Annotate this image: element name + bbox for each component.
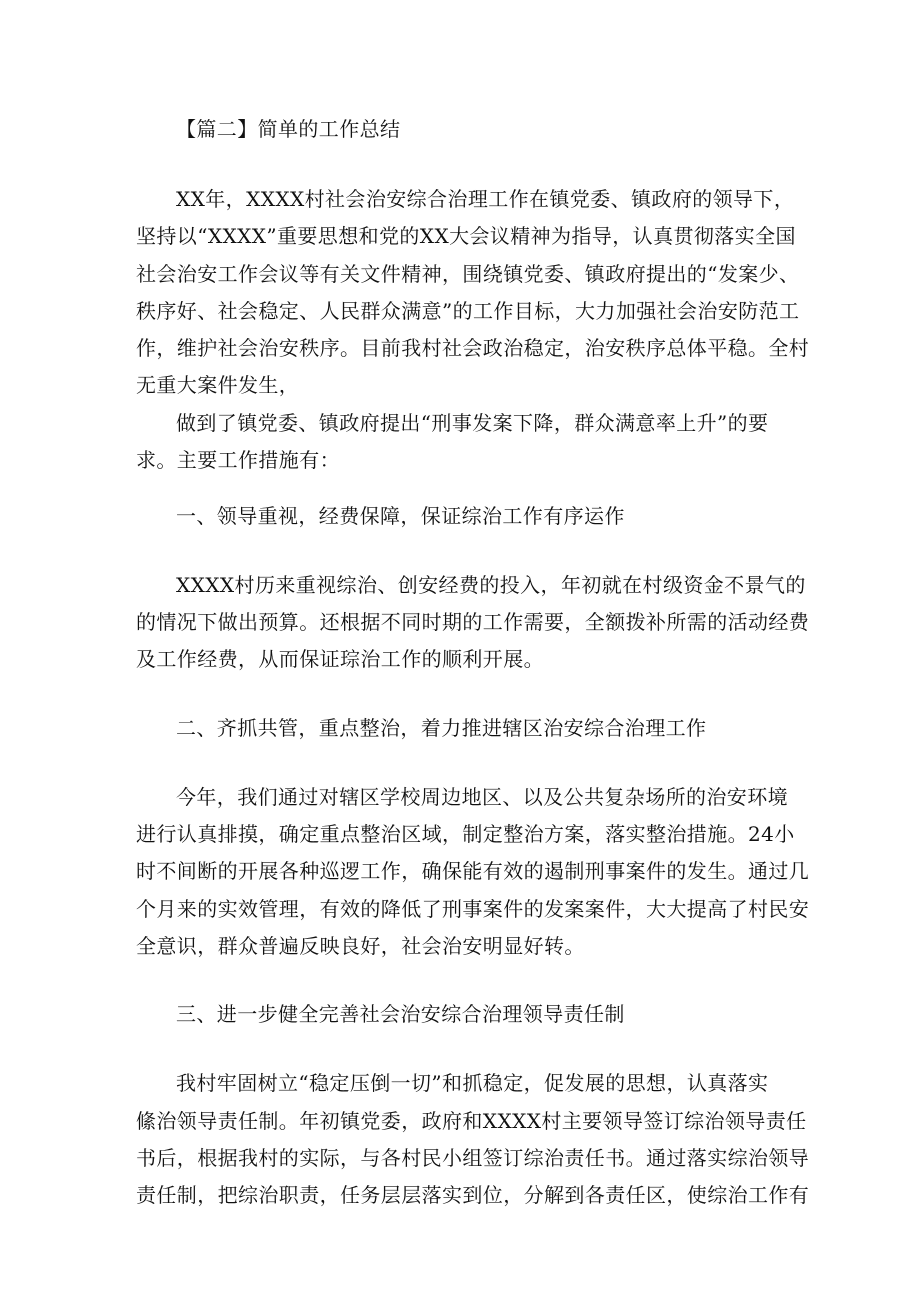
paragraph-line: 求。主要工作措施有： [136, 448, 340, 472]
paragraph-line: XXXX村历来重视综治、创安经费的投入，年初就在村级资金不景气的 [176, 573, 806, 597]
paragraph-line: 的情况下做出预算。还根据不同时期的工作需要，全额拨补所需的活动经费 [136, 610, 810, 634]
paragraph-line: 进行认真排摸，确定重点整治区域，制定整治方案，落实整治措施。24小 [136, 822, 795, 846]
paragraph-line: 书后，根据我村的实际，与各村民小组签订综治责任书。通过落实综治领导 [136, 1146, 810, 1170]
paragraph-line: 我村牢固树立“稳定压倒一切”和抓稳定，促发展的思想，认真落实 [176, 1071, 769, 1095]
document-title: 【篇二】简单的工作总结 [176, 117, 401, 141]
paragraph-line: 责任制，把综治职责，任务层层落实到位，分解到各责任区，使综治工作有 [136, 1183, 810, 1207]
paragraph-line: 社会治安工作会议等有关文件精神，围绕镇党委、镇政府提出的“发案少、 [136, 262, 800, 286]
paragraph-line: 做到了镇党委、镇政府提出“刑事发案下降，群众满意率上升”的要 [176, 411, 769, 435]
paragraph-line: 絛治领导责任制。年初镇党委，政府和XXXX村主要领导签订综治领导责任 [136, 1109, 807, 1133]
paragraph-line: 今年，我们通过对辖区学校周边地区、以及公共复杂场所的治安环境 [176, 785, 788, 809]
paragraph-line: 及工作经费，从而保证琮治工作的顺利开展。 [136, 647, 544, 671]
paragraph-line: 无重大案件发生， [136, 373, 300, 397]
paragraph-line: 个月来的实效管理，有效的降低了刑事案件的发案案件，大大提高了村民安 [136, 897, 810, 921]
section-heading-2: 二、齐抓共管，重点整治，着力推进辖区治安综合治理工作 [176, 716, 707, 740]
paragraph-line: XX年，XXXX村社会治安综合治理工作在镇党委、镇政府的领导下， [176, 187, 795, 211]
paragraph-line: 作，维护社会治安秩序。目前我村社会政治稳定，治安秩序总体平稳。全村 [136, 336, 810, 360]
section-heading-3: 三、进一步健全完善社会治安综合治理领导责任制 [176, 1002, 625, 1026]
paragraph-line: 坚持以“XXXX”重要思想和党的XX大会议精神为指导，认真贯彻落实全国 [136, 224, 796, 248]
section-heading-1: 一、领导重视，经费保障，保证综治工作有序运作 [176, 504, 625, 528]
paragraph-line: 时不间断的开展各种巡逻工作，确保能有效的遏制刑事案件的发生。通过几 [136, 859, 810, 883]
paragraph-line: 秩序好、社会稳定、人民群众满意”的工作目标，大力加强社会治安防范工 [136, 299, 800, 323]
paragraph-line: 全意识，群众普遍反映良好，社会治安明显好转。 [136, 934, 585, 958]
